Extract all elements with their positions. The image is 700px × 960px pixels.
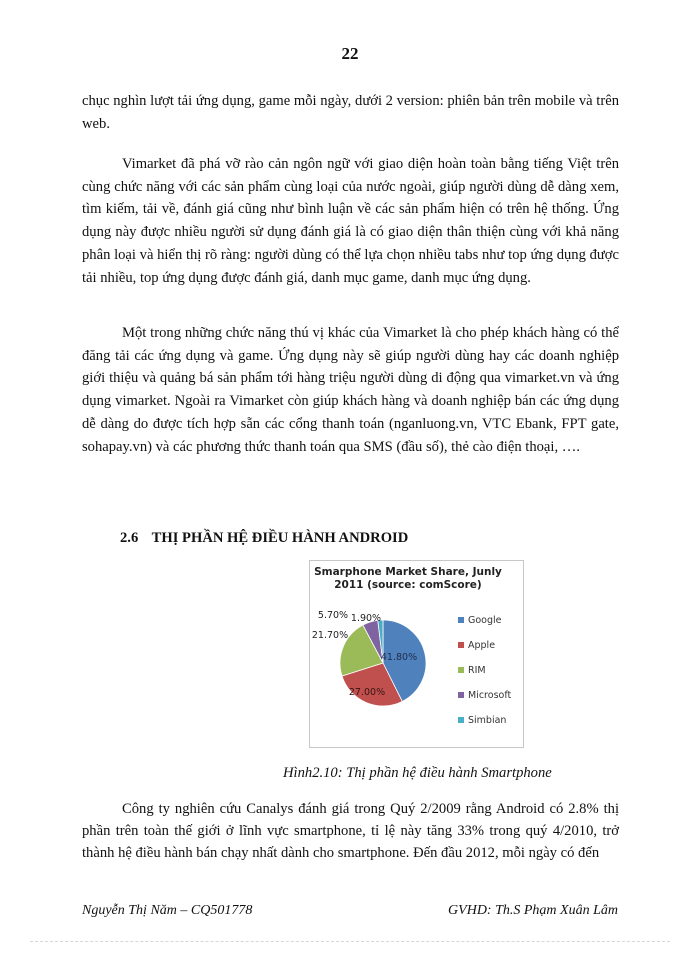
chart-title-line2: 2011 (source: comScore) bbox=[334, 579, 482, 591]
slice-label-simbian: 1.90% bbox=[350, 613, 382, 624]
footer-divider bbox=[30, 941, 670, 942]
chart-title-line1: Smarphone Market Share, Junly bbox=[314, 566, 502, 578]
legend-label-rim: RIM bbox=[468, 665, 486, 676]
legend-label-microsoft: Microsoft bbox=[468, 690, 512, 701]
section-number: 2.6 bbox=[120, 530, 139, 546]
legend-swatch-rim bbox=[458, 667, 464, 673]
footer-advisor: GVHD: Th.S Phạm Xuân Lâm bbox=[448, 903, 618, 918]
paragraph-1: chục nghìn lượt tải ứng dụng, game mỗi ngày, dưới 2 version: phiên bản trên mobile và trên web. bbox=[82, 93, 619, 132]
paragraph-4: Công ty nghiên cứu Canalys đánh giá trong Quý 2/2009 rằng Android có 2.8% thị phần trên toàn thế giới ở lĩnh vực smartphone, tỉ lệ này tăng 33% trong quý 4/2010, trở thành hệ điều hành bán chạy nhất dành cho smartphone. Đến đầu 2012, mỗi ngày có đến bbox=[82, 801, 619, 861]
slice-label-rim: 21.70% bbox=[311, 630, 349, 641]
pie-chart-figure bbox=[309, 560, 524, 748]
footer-author: Nguyễn Thị Năm – CQ501778 bbox=[82, 903, 253, 918]
pie-chart bbox=[310, 561, 523, 747]
slice-label-apple: 27.00% bbox=[348, 687, 386, 698]
section-title: THỊ PHẦN HỆ ĐIỀU HÀNH ANDROID bbox=[151, 530, 409, 546]
legend-label-simbian: Simbian bbox=[468, 715, 507, 726]
legend-swatch-simbian bbox=[458, 717, 464, 723]
figure-caption: Hình2.10: Thị phần hệ điều hành Smartphone bbox=[283, 765, 552, 781]
slice-label-microsoft: 5.70% bbox=[317, 610, 349, 621]
paragraph-3: Một trong những chức năng thú vị khác của Vimarket là cho phép khách hàng có thể đăng tải các ứng dụng và game. Ứng dụng này sẽ giúp người dùng hay các doanh nghiệp giới thiệu và quảng bá sản phẩm tới hàng triệu người dùng di động qua vimarket.vn và ứng dụng vimarket. Ngoài ra Vimarket còn giúp khách hàng và doanh nghiệp bán các ứng dụng dễ dàng do được tích hợp sẵn các cổng thanh toán (nganluong.vn, VTC Ebank, FPT gate, sohapay.vn) và các phương thức thanh toán qua SMS (đầu số), thẻ cào điện thoại, …. bbox=[82, 325, 619, 455]
slice-label-google: 41.80% bbox=[380, 652, 418, 663]
legend-label-apple: Apple bbox=[468, 640, 496, 651]
paragraph-2: Vimarket đã phá vỡ rào cản ngôn ngữ với giao diện hoàn toàn bằng tiếng Việt trên cùng chức năng với các sản phẩm cùng loại của nước ngoài, giúp người dùng dễ dàng xem, tìm kiếm, tải về, đánh giá cũng như bình luận về các sản phẩm hiện có trên hệ thống. Ứng dụng này được nhiều người sử dụng đánh giá là có giao diện thân thiện cùng với khả năng phân loại và hiển thị rõ ràng: người dùng có thể lựa chọn nhiều tabs như top ứng dụng được tải nhiều, top ứng dụng được đánh giá, danh mục game, danh mục ứng dụng. bbox=[82, 156, 619, 286]
page-number: 22 bbox=[341, 44, 359, 63]
section-heading bbox=[120, 530, 408, 547]
legend-swatch-microsoft bbox=[458, 692, 464, 698]
legend-swatch-google bbox=[458, 617, 464, 623]
legend-swatch-apple bbox=[458, 642, 464, 648]
legend-label-google: Google bbox=[468, 615, 502, 626]
